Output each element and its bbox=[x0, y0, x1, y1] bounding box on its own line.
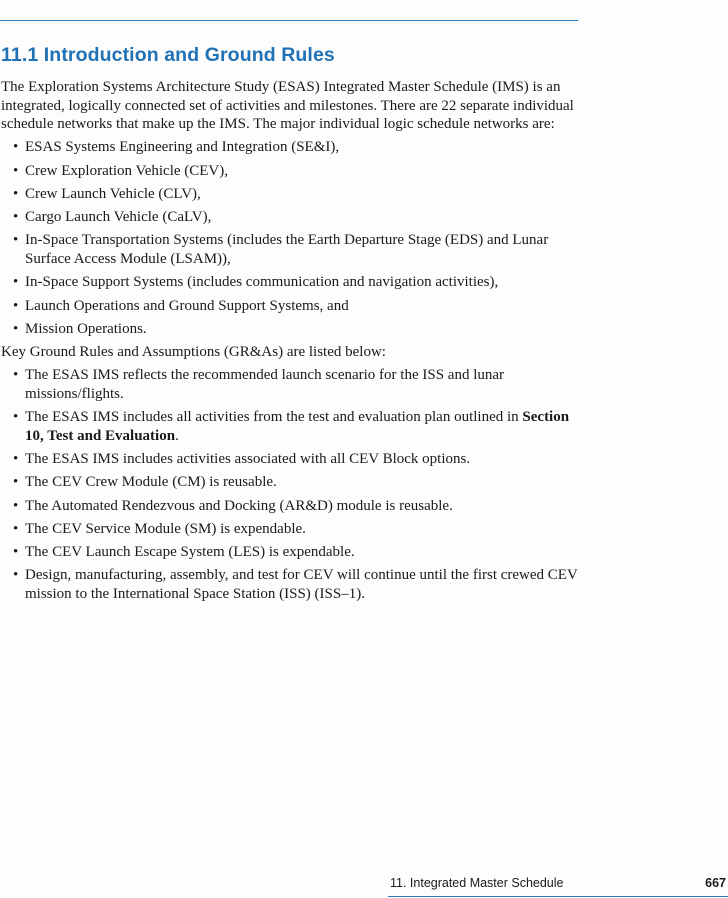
section-reference-link[interactable]: Section 10, Test and Evaluation bbox=[25, 409, 570, 444]
list-item: • ESAS Systems Engineering and Integration (SE&I), bbox=[1, 138, 581, 157]
header-rule bbox=[0, 20, 578, 21]
list-item: • Launch Operations and Ground Support Systems, and bbox=[1, 297, 581, 316]
section-title: 11.1 Introduction and Ground Rules bbox=[1, 44, 335, 66]
intro-paragraph: The Exploration Systems Architecture Study (ESAS) Integrated Master Schedule (IMS) is an integrated, logically connected set of activities and milestones. There are 22 separate individual schedule networks that make up the IMS. The major individual logic schedule networks are: bbox=[1, 79, 574, 133]
list-item: • The CEV Service Module (SM) is expendable. bbox=[1, 520, 581, 539]
assumptions-list bbox=[1, 366, 581, 603]
list-item-text: The ESAS IMS includes all activities from the test and evaluation plan outlined in bbox=[25, 409, 523, 426]
list-item: • The CEV Crew Module (CM) is reusable. bbox=[1, 473, 581, 492]
list-item: • The ESAS IMS reflects the recommended launch scenario for the ISS and lunar missions/flights. bbox=[1, 366, 581, 403]
assumptions-intro: Key Ground Rules and Assumptions (GR&As) are listed below: bbox=[1, 344, 386, 361]
list-item: • Mission Operations. bbox=[1, 320, 581, 339]
footer-rule bbox=[388, 896, 728, 897]
network-list bbox=[1, 138, 581, 338]
list-item: • The ESAS IMS includes activities associated with all CEV Block options. bbox=[1, 450, 581, 469]
page-number: 667 bbox=[705, 876, 726, 890]
list-item: • In-Space Transportation Systems (includes the Earth Departure Stage (EDS) and Lunar Surface Access Module (LSAM)), bbox=[1, 231, 581, 268]
list-item: • Crew Launch Vehicle (CLV), bbox=[1, 185, 581, 204]
list-item: • In-Space Support Systems (includes communication and navigation activities), bbox=[1, 273, 581, 292]
list-item bbox=[1, 408, 581, 445]
body-content bbox=[1, 78, 581, 608]
list-item: • The Automated Rendezvous and Docking (AR&D) module is reusable. bbox=[1, 497, 581, 516]
list-item: • Design, manufacturing, assembly, and test for CEV will continue until the first crewed CEV mission to the International Space Station (ISS) (ISS–1). bbox=[1, 566, 581, 603]
list-item-text: . bbox=[175, 427, 179, 444]
list-item: • Cargo Launch Vehicle (CaLV), bbox=[1, 208, 581, 227]
list-item: • Crew Exploration Vehicle (CEV), bbox=[1, 162, 581, 181]
footer-chapter-title: 11. Integrated Master Schedule bbox=[390, 876, 564, 890]
list-item: • The CEV Launch Escape System (LES) is expendable. bbox=[1, 543, 581, 562]
